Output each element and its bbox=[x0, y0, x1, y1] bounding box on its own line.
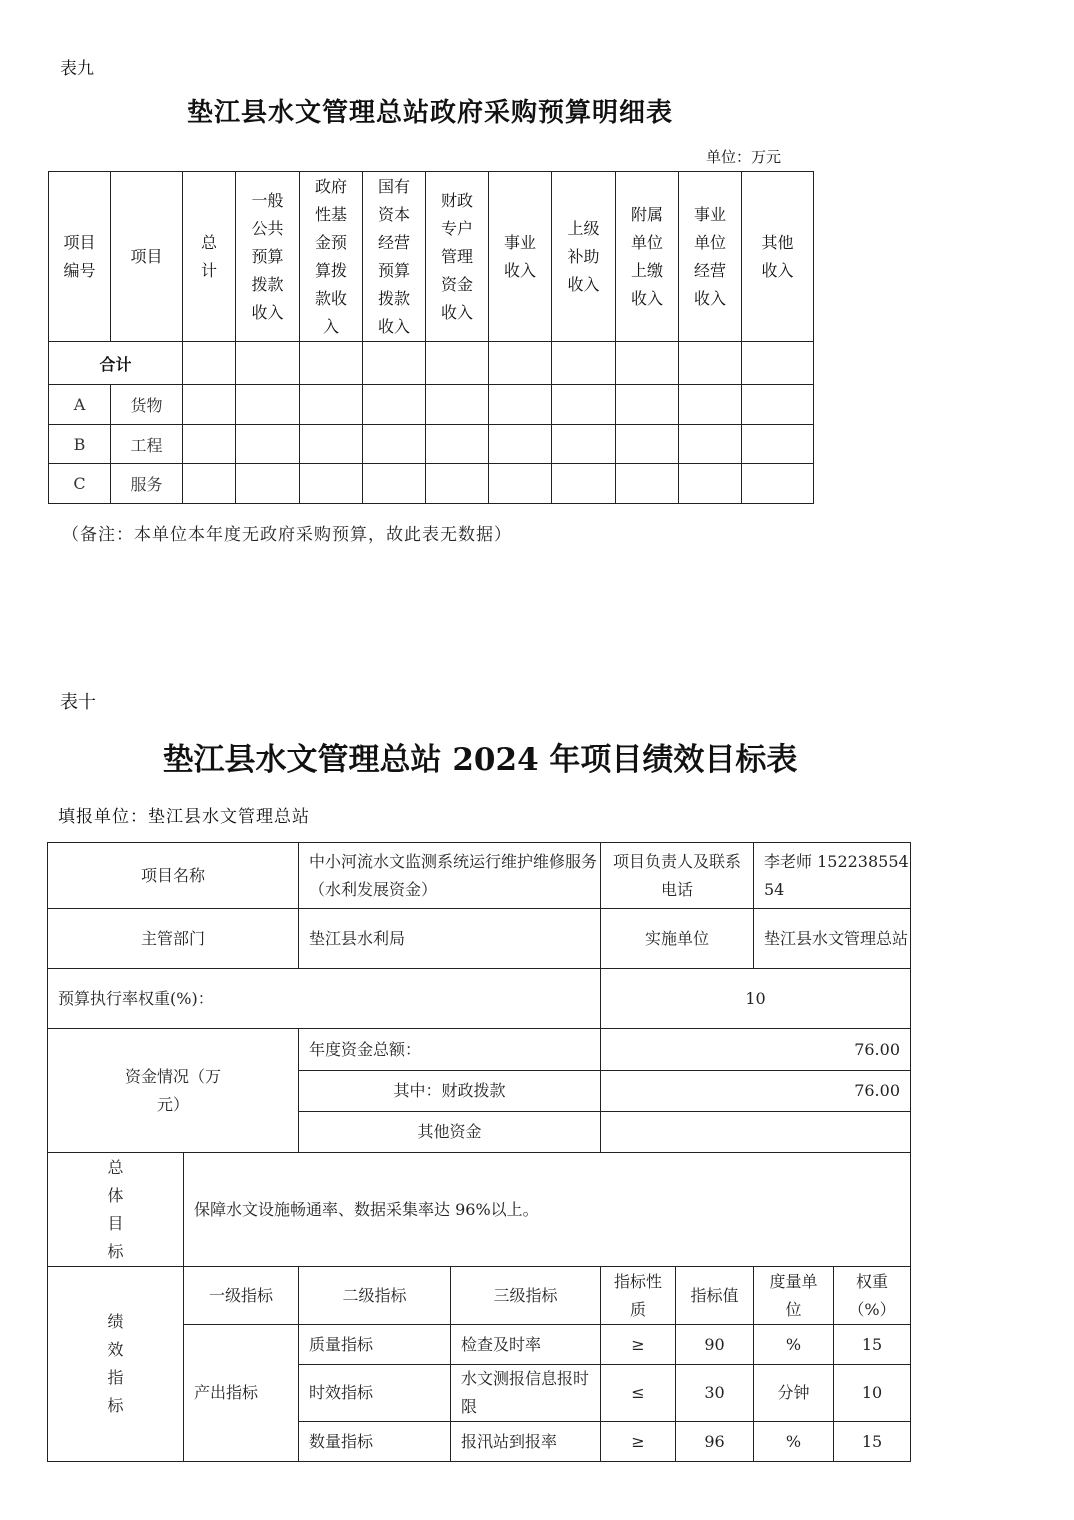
project-name-label: 项目名称 bbox=[48, 843, 299, 909]
perf-header: 二级指标 bbox=[299, 1267, 451, 1325]
table9-note: （备注：本单位本年度无政府采购预算，故此表无数据） bbox=[62, 525, 512, 545]
level2: 质量指标 bbox=[299, 1325, 451, 1365]
row-code: A bbox=[49, 385, 111, 425]
table-row bbox=[49, 464, 814, 504]
row-code: B bbox=[49, 425, 111, 464]
table10-title: 垫江县水文管理总站 2024 年项目绩效目标表 bbox=[162, 742, 798, 778]
fiscal-label: 其中：财政拨款 bbox=[299, 1071, 601, 1112]
value: 90 bbox=[676, 1325, 754, 1365]
table-row bbox=[49, 425, 814, 464]
header-cell: 项目编号 bbox=[49, 172, 111, 342]
procurement-budget-table bbox=[48, 171, 814, 504]
row-name: 服务 bbox=[111, 464, 183, 504]
project-name: 中小河流水文监测系统运行维护维修服务（水利发展资金） bbox=[299, 843, 601, 909]
nature: ≥ bbox=[601, 1422, 676, 1462]
goal: 保障水文设施畅通率、数据采集率达 96%以上。 bbox=[184, 1153, 911, 1267]
impl-label: 实施单位 bbox=[601, 909, 754, 969]
table9-label: 表九 bbox=[60, 59, 94, 79]
perf-header: 一级指标 bbox=[184, 1267, 299, 1325]
table9-unit: 单位：万元 bbox=[706, 148, 782, 166]
level3: 报汛站到报率 bbox=[451, 1422, 601, 1462]
nature: ≤ bbox=[601, 1365, 676, 1422]
header-cell: 事业单位经营收入 bbox=[679, 172, 742, 342]
unit: 分钟 bbox=[754, 1365, 834, 1422]
row-name: 货物 bbox=[111, 385, 183, 425]
perf-header: 指标性质 bbox=[601, 1267, 676, 1325]
header-cell: 附属单位上缴收入 bbox=[616, 172, 679, 342]
annual-total: 76.00 bbox=[601, 1029, 911, 1071]
table-row bbox=[49, 385, 814, 425]
goal-label: 总体目标 bbox=[48, 1153, 184, 1267]
header-cell: 总计 bbox=[183, 172, 236, 342]
funds-label: 资金情况（万元） bbox=[48, 1029, 299, 1153]
header-cell: 项目 bbox=[111, 172, 183, 342]
header-cell: 上级补助收入 bbox=[552, 172, 616, 342]
contact: 李老师 15223855454 bbox=[754, 843, 911, 909]
table9-title: 垫江县水文管理总站政府采购预算明细表 bbox=[186, 98, 673, 128]
level1: 产出指标 bbox=[184, 1325, 299, 1462]
total-label: 合计 bbox=[49, 342, 183, 385]
row-code: C bbox=[49, 464, 111, 504]
budget-weight: 10 bbox=[601, 969, 911, 1029]
weight: 15 bbox=[834, 1325, 911, 1365]
dept: 垫江县水利局 bbox=[299, 909, 601, 969]
weight: 15 bbox=[834, 1422, 911, 1462]
level3: 水文测报信息报时限 bbox=[451, 1365, 601, 1422]
level2: 数量指标 bbox=[299, 1422, 451, 1462]
perf-header: 度量单位 bbox=[754, 1267, 834, 1325]
annual-total-label: 年度资金总额： bbox=[299, 1029, 601, 1071]
other-label: 其他资金 bbox=[299, 1112, 601, 1153]
dept-label: 主管部门 bbox=[48, 909, 299, 969]
row-name: 工程 bbox=[111, 425, 183, 464]
performance-target-table bbox=[47, 842, 911, 1462]
header-cell: 其他收入 bbox=[742, 172, 814, 342]
nature: ≥ bbox=[601, 1325, 676, 1365]
fiscal: 76.00 bbox=[601, 1071, 911, 1112]
value: 96 bbox=[676, 1422, 754, 1462]
header-cell: 财政专户管理资金收入 bbox=[426, 172, 489, 342]
perf-header: 三级指标 bbox=[451, 1267, 601, 1325]
weight: 10 bbox=[834, 1365, 911, 1422]
budget-weight-label: 预算执行率权重(%)： bbox=[48, 969, 601, 1029]
level3: 检查及时率 bbox=[451, 1325, 601, 1365]
table10-label: 表十 bbox=[60, 692, 96, 713]
perf-label: 绩效指标 bbox=[48, 1267, 184, 1462]
value: 30 bbox=[676, 1365, 754, 1422]
header-cell: 国有资本经营预算拨款收入 bbox=[363, 172, 426, 342]
impl: 垫江县水文管理总站 bbox=[754, 909, 911, 969]
other bbox=[601, 1112, 911, 1153]
level2: 时效指标 bbox=[299, 1365, 451, 1422]
perf-header: 指标值 bbox=[676, 1267, 754, 1325]
header-cell: 一般公共预算拨款收入 bbox=[236, 172, 300, 342]
unit: % bbox=[754, 1422, 834, 1462]
header-cell: 政府性基金预算拨款收入 bbox=[300, 172, 363, 342]
perf-header: 权重（%） bbox=[834, 1267, 911, 1325]
unit: % bbox=[754, 1325, 834, 1365]
contact-label: 项目负责人及联系电话 bbox=[601, 843, 754, 909]
filler-unit: 填报单位：垫江县水文管理总站 bbox=[58, 807, 310, 827]
header-cell: 事业收入 bbox=[489, 172, 552, 342]
